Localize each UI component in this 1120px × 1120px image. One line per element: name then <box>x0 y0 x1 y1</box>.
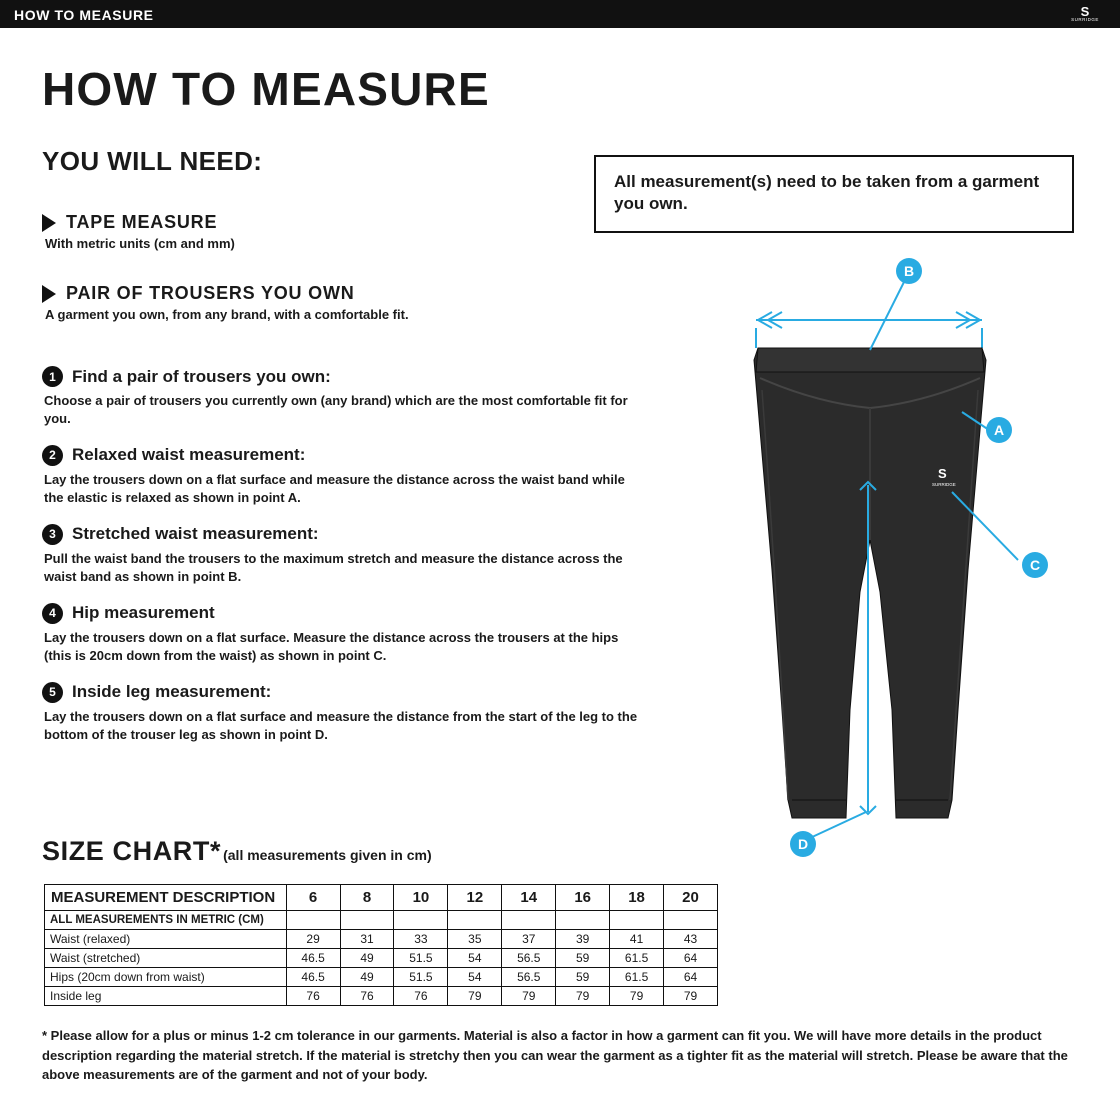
trousers-diagram-svg <box>700 240 1100 860</box>
column-header-size: 12 <box>448 885 502 911</box>
column-header-size: 18 <box>610 885 664 911</box>
cell: 64 <box>664 968 718 987</box>
row-label: Waist (relaxed) <box>45 930 287 949</box>
cell: 79 <box>664 987 718 1006</box>
cell <box>610 911 664 930</box>
step-title: Stretched waist measurement: <box>72 524 319 544</box>
column-header-size: 6 <box>286 885 340 911</box>
callout-box <box>594 155 1074 233</box>
marker-b: B <box>896 258 922 284</box>
cell <box>448 911 502 930</box>
cell: 76 <box>286 987 340 1006</box>
trousers-shape <box>754 348 986 818</box>
table-row <box>45 930 718 949</box>
cell: 64 <box>664 949 718 968</box>
cell: 29 <box>286 930 340 949</box>
column-header-size: 16 <box>556 885 610 911</box>
column-header-description: MEASUREMENT DESCRIPTION <box>45 885 287 911</box>
step-number-badge: 3 <box>42 524 63 545</box>
table-row <box>45 987 718 1006</box>
top-bar-title: HOW TO MEASURE <box>14 7 154 23</box>
cell: 51.5 <box>394 949 448 968</box>
triangle-bullet-icon <box>42 214 56 232</box>
need-item-trousers <box>42 283 409 322</box>
step-body: Lay the trousers down on a flat surface and measure the distance across the waist band while the elastic is relaxed as shown in point A. <box>44 471 625 506</box>
cell: 46.5 <box>286 968 340 987</box>
cell: 76 <box>340 987 394 1006</box>
table-row <box>45 968 718 987</box>
svg-text:S: S <box>938 466 947 481</box>
cell: 79 <box>556 987 610 1006</box>
top-bar <box>0 0 1120 28</box>
step-number-badge: 4 <box>42 603 63 624</box>
size-chart-title: SIZE CHART* <box>42 836 222 866</box>
size-chart-title-suffix: (all measurements given in cm) <box>223 847 432 863</box>
step-title: Hip measurement <box>72 603 215 623</box>
step-body: Choose a pair of trousers you currently own (any brand) which are the most comfortable fit for you. <box>44 393 628 427</box>
brand-logo-mark: S <box>1080 3 1090 19</box>
step-number-badge: 1 <box>42 366 63 387</box>
table-header-row <box>45 885 718 911</box>
metric-note-label: ALL MEASUREMENTS IN METRIC (CM) <box>45 911 287 930</box>
column-header-size: 20 <box>664 885 718 911</box>
cell <box>556 911 610 930</box>
cell <box>340 911 394 930</box>
step-body: Pull the waist band the trousers to the maximum stretch and measure the distance across the waist band as shown in point B. <box>44 550 623 585</box>
step-body: Lay the trousers down on a flat surface and measure the distance from the start of the leg to the bottom of the trouser leg as shown in point D. <box>44 708 638 743</box>
cell: 33 <box>394 930 448 949</box>
cell <box>664 911 718 930</box>
you-will-need-heading: YOU WILL NEED: <box>42 146 263 176</box>
cell <box>286 911 340 930</box>
need-title: TAPE MEASURE <box>66 212 218 232</box>
size-chart-heading <box>42 836 432 867</box>
row-label: Hips (20cm down from waist) <box>45 968 287 987</box>
callout-text: All measurement(s) need to be taken from a garment you own. <box>614 172 1040 214</box>
svg-text:SURRIDGE: SURRIDGE <box>932 482 956 487</box>
column-header-size: 10 <box>394 885 448 911</box>
cell: 43 <box>664 930 718 949</box>
step-number-badge: 5 <box>42 682 63 703</box>
table-row <box>45 949 718 968</box>
footnote: * Please allow for a plus or minus 1-2 cm tolerance in our garments. Material is also a factor in how a garment can fit you. We will have more details in the product description regarding the material stretch. If the material is stretchy then you can wear the garment as a tighter fit as the material will stretch. Please be aware that the above measurements are of the garment and not of your body. <box>42 1028 1068 1082</box>
step-2 <box>42 445 642 508</box>
cell: 59 <box>556 949 610 968</box>
cell: 79 <box>448 987 502 1006</box>
step-title: Find a pair of trousers you own: <box>72 366 331 386</box>
size-chart-table <box>44 884 718 1006</box>
step-body: Lay the trousers down on a flat surface. Measure the distance across the trousers at the hips (this is 20cm down from the waist) as shown in point C. <box>44 629 619 664</box>
row-label: Waist (stretched) <box>45 949 287 968</box>
cell: 49 <box>340 968 394 987</box>
cell: 51.5 <box>394 968 448 987</box>
step-number-badge: 2 <box>42 445 63 466</box>
cell: 49 <box>340 949 394 968</box>
cell: 35 <box>448 930 502 949</box>
cell <box>502 911 556 930</box>
cell: 79 <box>610 987 664 1006</box>
page-title: HOW TO MEASURE <box>42 63 490 115</box>
cell: 76 <box>394 987 448 1006</box>
cell <box>394 911 448 930</box>
cell: 37 <box>502 930 556 949</box>
need-item-tape-measure <box>42 212 235 251</box>
column-header-size: 8 <box>340 885 394 911</box>
cell: 54 <box>448 949 502 968</box>
cell: 61.5 <box>610 968 664 987</box>
cell: 54 <box>448 968 502 987</box>
cell: 46.5 <box>286 949 340 968</box>
marker-a: A <box>986 417 1012 443</box>
need-title: PAIR OF TROUSERS YOU OWN <box>66 283 355 303</box>
step-4 <box>42 603 642 666</box>
brand-logo-word: SURRIDGE <box>1071 16 1099 22</box>
table-row-metric-note <box>45 911 718 930</box>
cell: 56.5 <box>502 949 556 968</box>
cell: 31 <box>340 930 394 949</box>
row-label: Inside leg <box>45 987 287 1006</box>
marker-c: C <box>1022 552 1048 578</box>
marker-d: D <box>790 831 816 857</box>
brand-logo <box>1062 2 1108 26</box>
steps-list <box>42 366 642 761</box>
cell: 59 <box>556 968 610 987</box>
triangle-bullet-icon <box>42 285 56 303</box>
step-title: Relaxed waist measurement: <box>72 445 306 465</box>
cell: 61.5 <box>610 949 664 968</box>
column-header-size: 14 <box>502 885 556 911</box>
need-subtitle: A garment you own, from any brand, with a comfortable fit. <box>45 307 409 322</box>
step-3 <box>42 524 642 587</box>
need-subtitle: With metric units (cm and mm) <box>45 236 235 251</box>
step-5 <box>42 682 642 745</box>
garment-illustration <box>700 240 1100 860</box>
cell: 39 <box>556 930 610 949</box>
step-title: Inside leg measurement: <box>72 682 272 702</box>
cell: 41 <box>610 930 664 949</box>
step-1 <box>42 366 642 429</box>
cell: 79 <box>502 987 556 1006</box>
cell: 56.5 <box>502 968 556 987</box>
